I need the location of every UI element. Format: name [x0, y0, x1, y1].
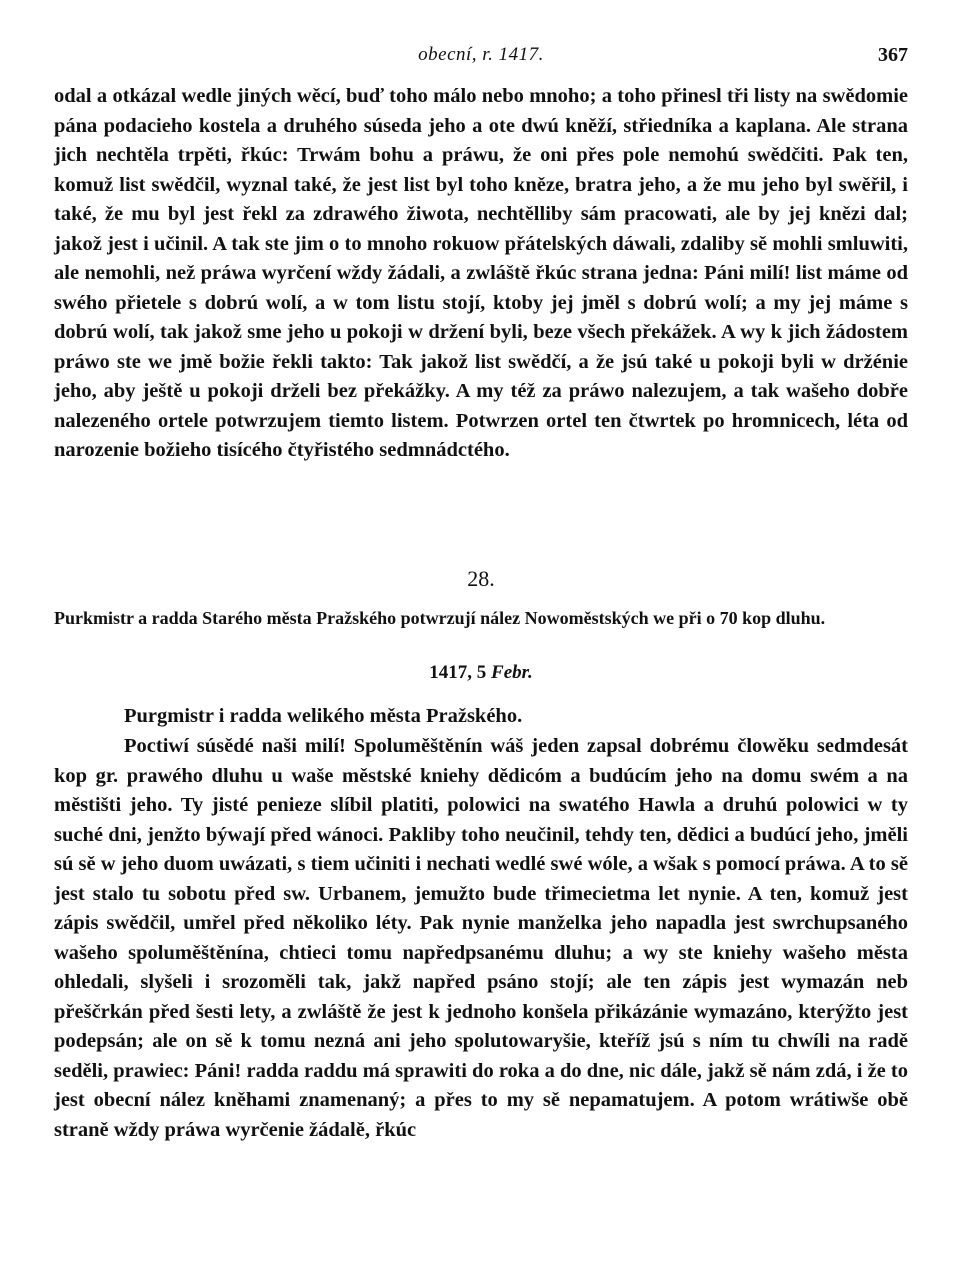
page-number: 367	[878, 44, 908, 66]
document-regest: Purkmistr a radda Starého města Pražského potwrzují nález Nowoměstských we při o 70 kop dluhu.	[54, 608, 826, 628]
document-date	[54, 662, 908, 684]
page-header	[54, 44, 908, 72]
document-number: 28.	[467, 566, 495, 591]
continuation-paragraph: odal a otkázal wedle jiných wěcí, buď toho málo nebo mnoho; a toho přinesl tři listy na swědomie pána podacieho kostela a druhého súseda jeho a ote dwú kněží, střiedníka a kaplana. Ale strana jich nechtěla trpěti, řkúc: Trwám bohu a práwu, že oni přes pole nemohú swědčiti. Pak ten, komuž list swědčil, wyznal také, že jest list byl toho kněze, bratra jeho, a že mu jeho byl swěřil, i také, že mu byl jest řekl za zdrawého žiwota, nechtělliby sám pracowati, ale by jej knězi dal; jakož jest i učinil. A tak ste jim o to mnoho rokuow přátelských dáwali, zdaliby sě mohli smluwiti, ale nemohli, než práwa wyrčení wždy žádali, a zwláště řkúc strana jedna: Páni milí! list máme od swého přietele s dobrú wolí, a w tom listu stojí, ktoby jej jměl s dobrú wolí; a my jej máme s dobrú wolí, tak jakož sme jeho u pokoji w držení byli, beze všech překážek. A wy k jich žádostem práwo ste we jmě božie řekli takto: Tak jakož list swědčí, a že jsú také u pokoji byli w držénie jeho, aby ještě u pokoji drželi bez překážky. A my též za práwo nalezujem, a tak wašeho dobře nalezeného ortele potwrzujem tiemto listem. Potwrzen ortel ten čtwrtek po hromnicech, léta od narozenie božieho tisícého čtyřistého sedmnádctého.	[54, 85, 908, 461]
date-year: 1417, 5	[429, 662, 487, 683]
letter-body: Poctiwí súsědé naši milí! Spoluměštěnín wáš jeden zapsal dobrému člowěku sedmdesát kop gr. prawého dluhu u waše městské kniehy dědicóm a budúcím jeho na domu swém a na městišti jeho. Ty jisté penieze slíbil platiti, polowici na swatého Hawla a druhú polowici w ty suché dni, jenžto býwají před wánoci. Pakliby toho neučinil, tehdy ten, dědici a budúcí jeho, jměli sú sě w jeho duom uwázati, s tiem učiniti i nechati wedlé swé wóle, a wšak s pomocí práwa. A to sě jest stalo tu sobotu před sw. Urbanem, jemužto bude třimecietma let nynie. A ten, komuž jest zápis swědčil, umřel před několiko léty. Pak nynie manželka jeho napadla jest swrchupsaného wašeho spoluměštěnína, chtieci tomu napředpsanému dluhu; a wy ste kniehy wašeho města ohledali, slyšeli i srozoměli tak, jakž napřed psáno stojí; ale ten zápis jest wymazán neb přeščrkán před šesti lety, a zwláště že jest k jednoho konšela přikázánie wymazáno, kterýžto jest podepsán; ale on sě k tomu nezná ani jeho spolutowaryšie, kteříž jsú s ním tu chwíli na radě seděli, prawiec: Páni! radda raddu má sprawiti do roka a do dne, nic dále, jakž sě nám zdá, i že to jest obecní nález kněhami znamenaný; a přes to my sě nepamatujem. A potom wrátiwše obě straně wždy práwa wyrčenie žádalě, řkúc	[54, 735, 908, 1141]
running-title: obecní, r. 1417.	[418, 44, 544, 65]
date-month: Febr.	[491, 662, 533, 683]
letter-salutation: Purgmistr i radda welikého města Pražského.	[124, 705, 523, 727]
